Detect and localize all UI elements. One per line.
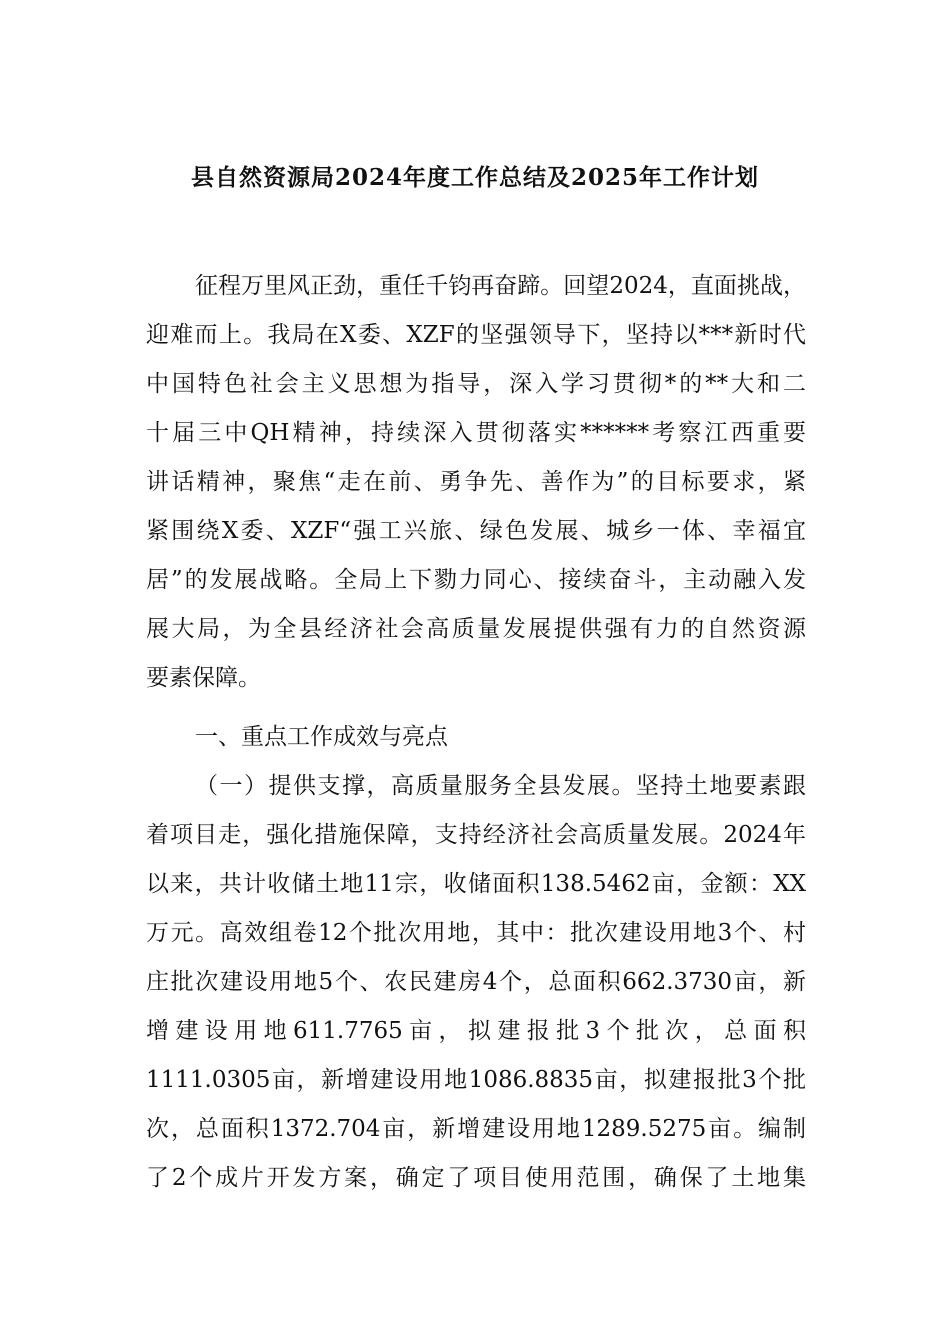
paragraph-line: 要素保障。 [146,665,261,691]
paragraph-line: 着项目走，强化措施保障，支持经济社会高质量发展。2024年 [146,822,806,848]
paragraph-line: 征程万里风正劲，重任千钧再奋蹄。回望2024，直面挑战， [195,273,806,299]
paragraph-line: 十届三中QH精神，持续深入贯彻落实******考察江西重要 [146,420,806,446]
paragraph-line: 居”的发展战略。全局上下勠力同心、接续奋斗，主动融入发 [146,567,806,593]
paragraph-line: 次，总面积1372.704亩，新增建设用地1289.5275亩。编制 [146,1116,806,1142]
paragraph-line: 增建设用地611.7765亩，拟建报批3个批次，总面积 [146,1018,806,1044]
paragraph-line: （一）提供支撑，高质量服务全县发展。坚持土地要素跟 [195,773,806,799]
paragraph-line: 以来，共计收储土地11宗，收储面积138.5462亩，金额：XX [146,871,806,897]
paragraph-line: 展大局，为全县经济社会高质量发展提供强有力的自然资源 [146,616,806,642]
paragraph-line: 万元。高效组卷12个批次用地，其中：批次建设用地3个、村 [146,920,806,946]
paragraph-line: 中国特色社会主义思想为指导，深入学习贯彻*的**大和二 [146,371,806,397]
paragraph-line: 了2个成片开发方案，确定了项目使用范围，确保了土地集 [146,1165,806,1191]
section-heading: 一、重点工作成效与亮点 [195,724,448,750]
page-title: 县自然资源局2024年度工作总结及2025年工作计划 [190,164,760,191]
paragraph-line: 庄批次建设用地5个、农民建房4个，总面积662.3730亩，新 [146,969,806,995]
paragraph-line: 1111.0305亩，新增建设用地1086.8835亩，拟建报批3个批 [146,1067,806,1093]
paragraph-line: 讲话精神，聚焦“走在前、勇争先、善作为”的目标要求，紧 [146,469,806,495]
paragraph-line: 迎难而上。我局在X委、XZF的坚强领导下，坚持以***新时代 [146,322,806,348]
paragraph-line: 紧围绕X委、XZF“强工兴旅、绿色发展、城乡一体、幸福宜 [146,518,806,544]
